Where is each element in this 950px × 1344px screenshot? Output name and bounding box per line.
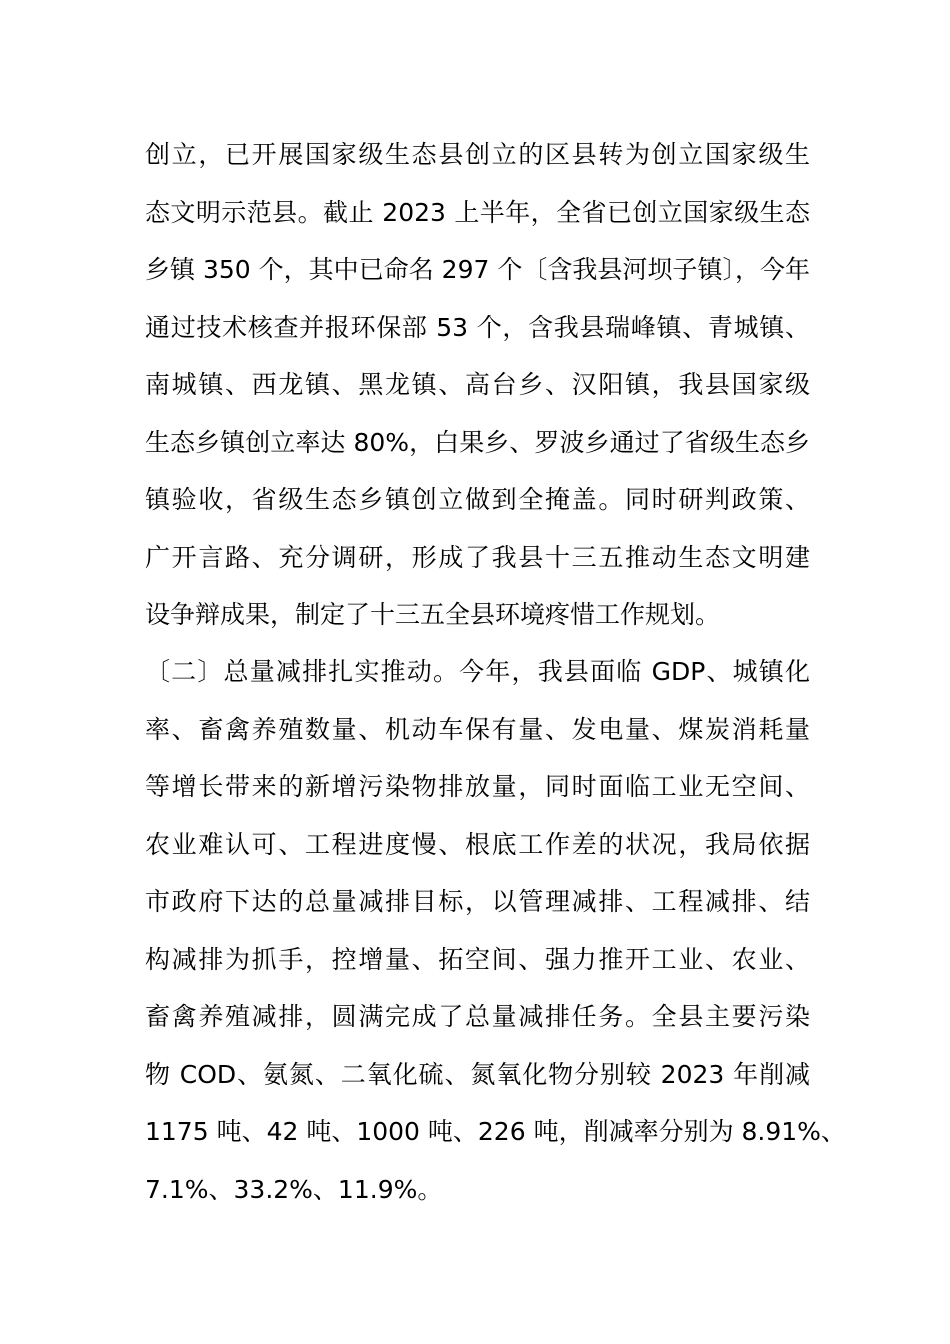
paragraph-ecological-demonstration <box>145 126 810 644</box>
text-line: 1175 吨、42 吨、1000 吨、226 吨，削减率分别为 8.91%、 <box>145 1117 846 1146</box>
text-line: 畜禽养殖减排，圆满完成了总量减排任务。全县主要污染 <box>145 1002 810 1031</box>
text-line: 等增长带来的新增污染物排放量，同时面临工业无空间、 <box>145 772 810 801</box>
text-line: 7.1%、33.2%、11.9%。 <box>145 1174 443 1204</box>
text-line: 创立，已开展国家级生态县创立的区县转为创立国家级生 <box>145 140 810 169</box>
text-line: 市政府下达的总量减排目标，以管理减排、工程减排、结 <box>145 887 810 916</box>
text-line: 农业难认可、工程进度慢、根底工作差的状况，我局依据 <box>145 829 810 859</box>
text-line: 构减排为抓手，控增量、拓空间、强力推开工业、农业、 <box>145 944 810 974</box>
paragraph-emission-reduction <box>145 643 846 1218</box>
text-line: 通过技术核查并报环保部 53 个，含我县瑞峰镇、青城镇、 <box>145 312 810 342</box>
text-line: 物 COD、氨氮、二氧化硫、氮氧化物分别较 2023 年削减 <box>145 1059 810 1089</box>
text-line: 设争辩成果，制定了十三五全县环境疼惜工作规划。 <box>145 600 721 629</box>
text-line: 镇验收，省级生态乡镇创立做到全掩盖。同时研判政策、 <box>145 485 810 514</box>
text-line: 态文明示范县。截止 2023 上半年，全省已创立国家级生态 <box>145 197 810 227</box>
text-line: 广开言路、充分调研，形成了我县十三五推动生态文明建 <box>145 542 810 572</box>
text-line: 乡镇 350 个，其中已命名 297 个〔含我县河坝子镇〕，今年 <box>145 255 810 284</box>
text-line: 率、畜禽养殖数量、机动车保有量、发电量、煤炭消耗量 <box>145 714 810 744</box>
text-line: 南城镇、西龙镇、黑龙镇、高台乡、汉阳镇，我县国家级 <box>145 370 810 399</box>
text-line: 〔二〕总量减排扎实推动。今年，我县面临 GDP、城镇化 <box>145 657 810 686</box>
text-line: 生态乡镇创立率达 80%，白果乡、罗波乡通过了省级生态乡 <box>145 427 810 457</box>
